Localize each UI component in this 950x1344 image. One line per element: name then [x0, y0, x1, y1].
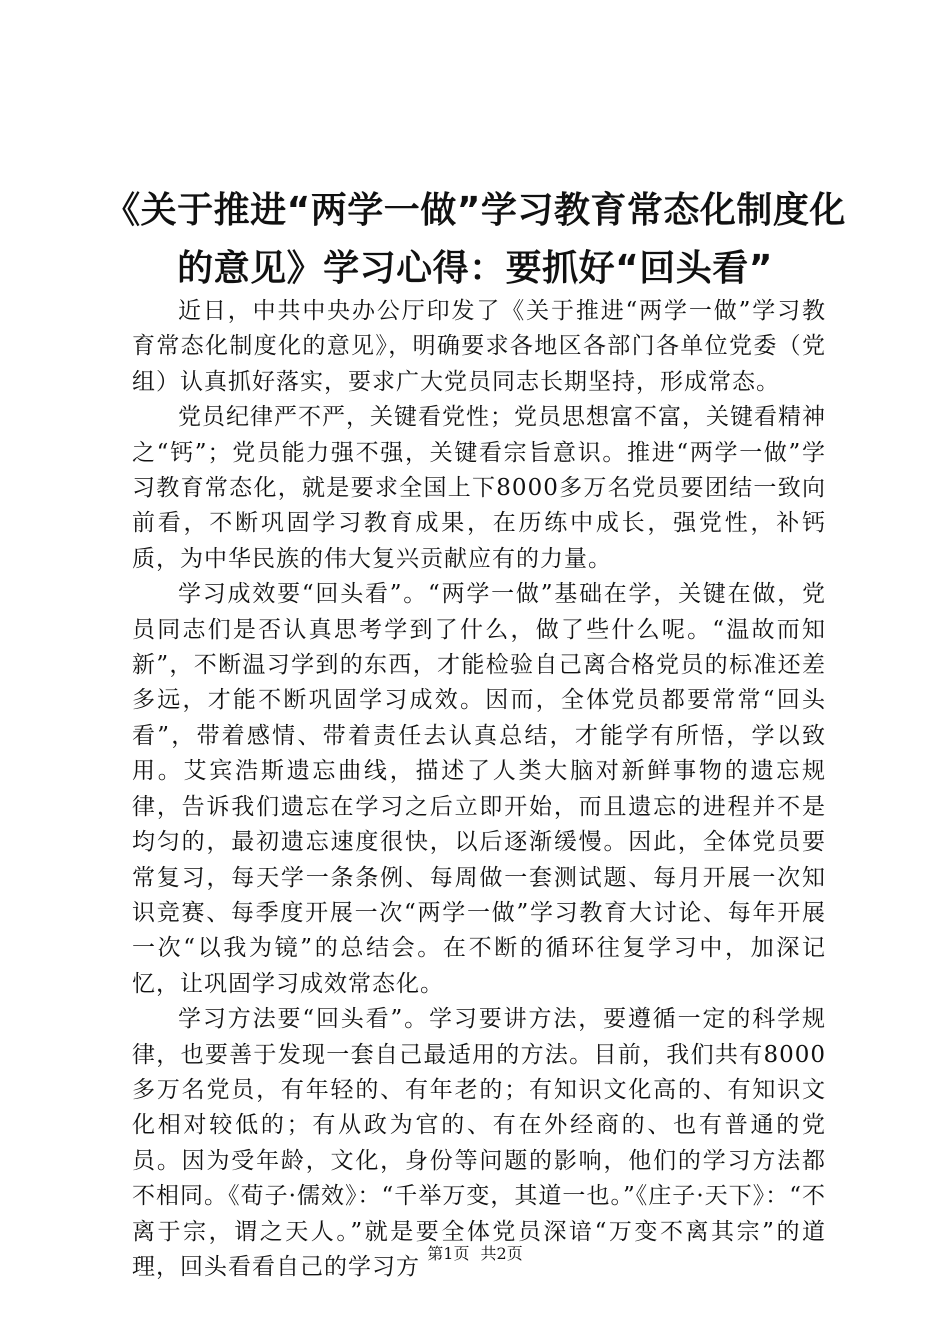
page-number-total: 共2页: [480, 1244, 523, 1263]
paragraph-3: 学习成效要“回头看”。“两学一做”基础在学，关键在做，党员同志们是否认真思考学到了什么，做了些什么呢。“温故而知新”，不断温习学到的东西，才能检验自己离合格党员的标准还差多远，才能不断巩固学习成效。因而，全体党员都要常常“回头看”，带着感情、带着责任去认真总结，才能学有所悟，学以致用。艾宾浩斯遗忘曲线，描述了人类大脑对新鲜事物的遗忘规律，告诉我们遗忘在学习之后立即开始，而且遗忘的进程并不是均匀的，最初遗忘速度很快，以后逐渐缓慢。因此，全体党员要常复习，每天学一条条例、每周做一套测试题、每月开展一次知识竞赛、每季度开展一次“两学一做”学习教育大讨论、每年开展一次“以我为镜”的总结会。在不断的循环往复学习中，加深记忆，让巩固学习成效常态化。: [132, 581, 826, 997]
page-number-current: 第1页: [427, 1244, 470, 1263]
page-footer: [0, 1244, 950, 1264]
paragraph-4: 学习方法要“回头看”。学习要讲方法，要遵循一定的科学规律，也要善于发现一套自己最适用的方法。目前，我们共有8000多万名党员，有年轻的、有年老的；有知识文化高的、有知识文化相对较低的；有从政为官的、有在外经商的、也有普通的党员。因为受年龄，文化，身份等问题的影响，他们的学习方法都不相同。《荀子·儒效》：“千举万变，其道一也。”《庄子·天下》：“不离于宗，谓之天人。”就是要全体党员深谙“万变不离其宗”的道理，回头看看自己的学习方: [132, 1006, 826, 1280]
paragraph-1: 近日，中共中央办公厅印发了《关于推进“两学一做”学习教育常态化制度化的意见》，明确要求各地区各部门各单位党委（党组）认真抓好落实，要求广大党员同志长期坚持，形成常态。: [132, 298, 826, 395]
document-title: 《关于推进“两学一做”学习教育常态化制度化的意见》学习心得：要抓好“回头看”: [104, 190, 846, 289]
paragraph-2: 党员纪律严不严，关键看党性；党员思想富不富，关键看精神之“钙”；党员能力强不强，关键看宗旨意识。推进“两学一做”学习教育常态化，就是要求全国上下8000多万名党员要团结一致向前看，不断巩固学习教育成果，在历练中成长，强党性，补钙质，为中华民族的伟大复兴贡献应有的力量。: [132, 404, 826, 572]
document-body: [132, 294, 826, 1285]
